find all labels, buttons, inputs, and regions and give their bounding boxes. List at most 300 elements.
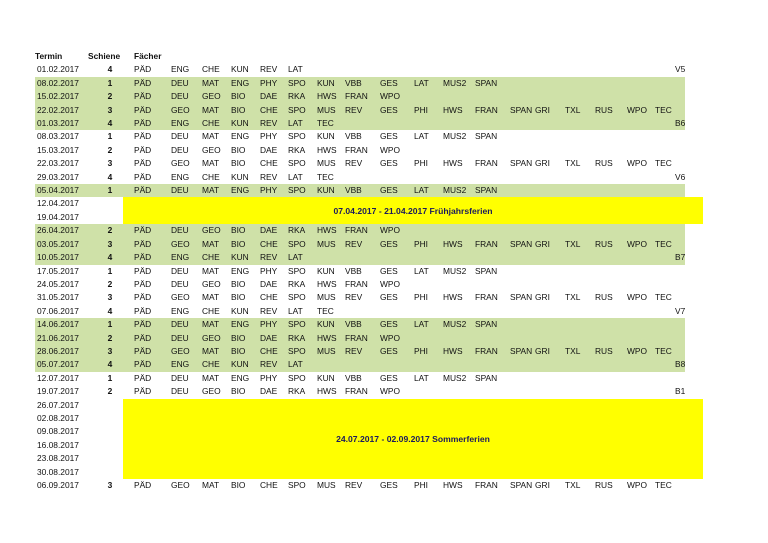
subject-cell: RKA: [288, 144, 306, 155]
subject-cell: MUS: [317, 158, 336, 169]
schedule-row: [35, 479, 685, 492]
subject-cell: WPO: [380, 386, 401, 397]
subject-cell: MUS: [317, 345, 336, 356]
subject-cell: BIO: [231, 144, 246, 155]
subject-cell: HWS: [317, 386, 337, 397]
subject-cell: HWS: [317, 144, 337, 155]
subject-cell: FRAN: [475, 158, 498, 169]
subject-cell: DEU: [171, 91, 189, 102]
schedule-row: [35, 104, 685, 117]
subject-cell: GEO: [202, 386, 221, 397]
subject-cell: GES: [380, 77, 398, 88]
subject-cell: KUN: [317, 131, 335, 142]
subject-cell: GRI: [535, 480, 550, 491]
subject-cell: GES: [380, 158, 398, 169]
subject-cell: CHE: [202, 359, 220, 370]
subject-cell: BIO: [231, 345, 246, 356]
subject-cell: TEC: [317, 171, 334, 182]
subject-cell: MAT: [202, 77, 220, 88]
subject-cell: KUN: [317, 265, 335, 276]
subject-cell: HWS: [317, 332, 337, 343]
subject-cell: REV: [345, 104, 363, 115]
subject-cell: REV: [345, 292, 363, 303]
holiday-banner: 07.04.2017 - 21.04.2017 Frühjahrsferien: [123, 197, 703, 224]
subject-cell: PÄD: [134, 386, 152, 397]
row-date: 08.02.2017: [37, 77, 79, 88]
subject-cell: GES: [380, 292, 398, 303]
schedule-row: [35, 278, 685, 291]
subject-cell: WPO: [380, 91, 401, 102]
subject-cell: GES: [380, 104, 398, 115]
subject-cell: ENG: [231, 131, 250, 142]
holiday-date: 02.08.2017: [37, 412, 79, 423]
subject-cell: GEO: [171, 480, 190, 491]
row-date: 26.04.2017: [37, 225, 79, 236]
subject-cell: RKA: [288, 278, 306, 289]
row-schiene: 2: [107, 278, 113, 289]
subject-cell: SPAN: [475, 372, 498, 383]
header-termin: Termin: [35, 51, 63, 61]
subject-cell: KUN: [231, 252, 249, 263]
subject-cell: BIO: [231, 292, 246, 303]
subject-cell: MAT: [202, 185, 220, 196]
subject-cell: SPO: [288, 185, 306, 196]
subject-cell: TEC: [655, 480, 672, 491]
subject-cell: PÄD: [134, 118, 152, 129]
subject-cell: MAT: [202, 292, 220, 303]
subject-cell: SPO: [288, 265, 306, 276]
subject-cell: WPO: [627, 104, 648, 115]
subject-cell: GEO: [171, 292, 190, 303]
schedule-row: [35, 224, 685, 237]
row-date: 03.05.2017: [37, 238, 79, 249]
row-schiene: 4: [107, 359, 113, 370]
subject-cell: LAT: [288, 118, 303, 129]
subject-cell: LAT: [288, 171, 303, 182]
subject-cell: MAT: [202, 319, 220, 330]
subject-cell: BIO: [231, 91, 246, 102]
subject-cell: DEU: [171, 278, 189, 289]
subject-cell: LAT: [288, 305, 303, 316]
subject-cell: PHI: [414, 345, 428, 356]
row-schiene: 4: [107, 118, 113, 129]
subject-cell: GRI: [535, 104, 550, 115]
subject-cell: PHY: [260, 319, 278, 330]
subject-cell: BIO: [231, 278, 246, 289]
row-date: 15.02.2017: [37, 91, 79, 102]
subject-cell: RUS: [595, 480, 613, 491]
subject-cell: ENG: [171, 64, 190, 75]
holiday-date: 09.08.2017: [37, 426, 79, 437]
subject-cell: GEO: [202, 332, 221, 343]
subject-cell: GES: [380, 265, 398, 276]
subject-cell: DAE: [260, 225, 278, 236]
subject-cell: CHE: [260, 238, 278, 249]
header-row: [35, 50, 685, 63]
schedule-row: [35, 318, 685, 331]
schedule-row: [35, 305, 685, 318]
subject-cell: TXL: [565, 292, 581, 303]
subject-cell: DEU: [171, 131, 189, 142]
subject-cell: PÄD: [134, 171, 152, 182]
row-side-label: B8: [675, 359, 686, 370]
subject-cell: GES: [380, 185, 398, 196]
header-schiene: Schiene: [88, 51, 121, 61]
holiday-date: 23.08.2017: [37, 453, 79, 464]
subject-cell: WPO: [627, 480, 648, 491]
subject-cell: TEC: [655, 238, 672, 249]
holiday-date: 12.04.2017: [37, 198, 79, 209]
subject-cell: RUS: [595, 345, 613, 356]
subject-cell: KUN: [231, 359, 249, 370]
subject-cell: MUS2: [443, 131, 467, 142]
subject-cell: HWS: [443, 104, 463, 115]
subject-cell: PÄD: [134, 104, 152, 115]
row-date: 14.06.2017: [37, 319, 79, 330]
row-schiene: 3: [107, 292, 113, 303]
subject-cell: LAT: [414, 131, 429, 142]
subject-cell: CHE: [260, 345, 278, 356]
subject-cell: LAT: [414, 77, 429, 88]
subject-cell: MAT: [202, 265, 220, 276]
schedule-row: [35, 345, 685, 358]
holiday-date: 19.04.2017: [37, 211, 79, 222]
row-date: 15.03.2017: [37, 144, 79, 155]
subject-cell: PÄD: [134, 225, 152, 236]
schedule-row: [35, 130, 685, 143]
subject-cell: REV: [345, 238, 363, 249]
subject-cell: SPAN: [510, 238, 533, 249]
subject-cell: TEC: [317, 305, 334, 316]
subject-cell: PHY: [260, 77, 278, 88]
subject-cell: MAT: [202, 238, 220, 249]
subject-cell: CHE: [260, 480, 278, 491]
subject-cell: PHY: [260, 265, 278, 276]
subject-cell: WPO: [380, 332, 401, 343]
schedule-row: [35, 157, 685, 170]
subject-cell: KUN: [317, 185, 335, 196]
subject-cell: CHE: [202, 64, 220, 75]
row-schiene: 3: [107, 158, 113, 169]
subject-cell: SPAN: [475, 77, 498, 88]
schedule-sheet: [35, 50, 685, 493]
subject-cell: TXL: [565, 238, 581, 249]
subject-cell: PÄD: [134, 64, 152, 75]
subject-cell: LAT: [288, 359, 303, 370]
row-date: 22.03.2017: [37, 158, 79, 169]
row-date: 31.05.2017: [37, 292, 79, 303]
holiday-block: [35, 399, 685, 480]
subject-cell: CHE: [260, 292, 278, 303]
subject-cell: FRAN: [475, 238, 498, 249]
subject-cell: MUS: [317, 480, 336, 491]
subject-cell: SPAN: [475, 131, 498, 142]
subject-cell: VBB: [345, 77, 362, 88]
holiday-block: [35, 197, 685, 224]
schedule-row: [35, 291, 685, 304]
subject-cell: BIO: [231, 225, 246, 236]
subject-cell: ENG: [171, 359, 190, 370]
subject-cell: GES: [380, 319, 398, 330]
subject-cell: ENG: [231, 372, 250, 383]
subject-cell: REV: [260, 171, 278, 182]
subject-cell: GEO: [202, 278, 221, 289]
subject-cell: HWS: [317, 91, 337, 102]
subject-cell: BIO: [231, 480, 246, 491]
row-date: 06.09.2017: [37, 480, 79, 491]
subject-cell: WPO: [627, 158, 648, 169]
subject-cell: PÄD: [134, 238, 152, 249]
subject-cell: FRAN: [475, 345, 498, 356]
row-date: 08.03.2017: [37, 131, 79, 142]
subject-cell: MUS2: [443, 372, 467, 383]
subject-cell: REV: [345, 158, 363, 169]
schedule-row: [35, 238, 685, 251]
subject-cell: CHE: [202, 252, 220, 263]
subject-cell: REV: [345, 480, 363, 491]
subject-cell: DAE: [260, 332, 278, 343]
subject-cell: ENG: [171, 305, 190, 316]
subject-cell: PÄD: [134, 319, 152, 330]
subject-cell: MUS2: [443, 319, 467, 330]
subject-cell: PHI: [414, 238, 428, 249]
subject-cell: PÄD: [134, 292, 152, 303]
subject-cell: KUN: [317, 77, 335, 88]
subject-cell: VBB: [345, 131, 362, 142]
subject-cell: FRAN: [345, 278, 368, 289]
subject-cell: GEO: [202, 225, 221, 236]
subject-cell: WPO: [627, 238, 648, 249]
row-schiene: 4: [107, 305, 113, 316]
schedule-row: [35, 372, 685, 385]
subject-cell: LAT: [414, 185, 429, 196]
subject-cell: DEU: [171, 185, 189, 196]
subject-cell: PHY: [260, 131, 278, 142]
schedule-row: [35, 117, 685, 130]
row-schiene: 2: [107, 332, 113, 343]
row-side-label: B1: [675, 386, 686, 397]
subject-cell: BIO: [231, 386, 246, 397]
subject-cell: PÄD: [134, 359, 152, 370]
subject-cell: TEC: [655, 292, 672, 303]
subject-cell: PHY: [260, 372, 278, 383]
subject-cell: LAT: [414, 319, 429, 330]
row-schiene: 1: [107, 131, 113, 142]
subject-cell: MUS: [317, 238, 336, 249]
row-schiene: 1: [107, 77, 113, 88]
subject-cell: FRAN: [345, 91, 368, 102]
subject-cell: HWS: [443, 480, 463, 491]
row-schiene: 4: [107, 171, 113, 182]
subject-cell: SPAN: [475, 185, 498, 196]
subject-cell: SPO: [288, 238, 306, 249]
subject-cell: SPAN: [510, 158, 533, 169]
subject-cell: PHY: [260, 185, 278, 196]
row-side-label: B7: [675, 252, 686, 263]
row-schiene: 2: [107, 225, 113, 236]
schedule-row: [35, 144, 685, 157]
row-schiene: 3: [107, 238, 113, 249]
subject-cell: GEO: [171, 158, 190, 169]
subject-cell: KUN: [317, 319, 335, 330]
subject-cell: RKA: [288, 386, 306, 397]
subject-cell: GES: [380, 131, 398, 142]
subject-cell: REV: [260, 359, 278, 370]
schedule-row: [35, 385, 685, 398]
subject-cell: REV: [260, 252, 278, 263]
subject-cell: PÄD: [134, 131, 152, 142]
subject-cell: SPAN: [510, 292, 533, 303]
subject-cell: MAT: [202, 131, 220, 142]
subject-cell: PÄD: [134, 345, 152, 356]
subject-cell: VBB: [345, 319, 362, 330]
subject-cell: HWS: [443, 238, 463, 249]
subject-cell: BIO: [231, 158, 246, 169]
subject-cell: PÄD: [134, 144, 152, 155]
row-side-label: V7: [675, 305, 686, 316]
subject-cell: FRAN: [475, 292, 498, 303]
subject-cell: RUS: [595, 238, 613, 249]
subject-cell: FRAN: [345, 144, 368, 155]
subject-cell: VBB: [345, 265, 362, 276]
subject-cell: HWS: [317, 225, 337, 236]
row-schiene: 2: [107, 386, 113, 397]
subject-cell: ENG: [171, 252, 190, 263]
header-faecher: Fächer: [134, 51, 162, 61]
subject-cell: RKA: [288, 332, 306, 343]
subject-cell: SPAN: [510, 480, 533, 491]
row-date: 12.07.2017: [37, 372, 79, 383]
row-date: 05.07.2017: [37, 359, 79, 370]
row-schiene: 3: [107, 480, 113, 491]
subject-cell: PHI: [414, 480, 428, 491]
subject-cell: LAT: [414, 265, 429, 276]
subject-cell: DAE: [260, 386, 278, 397]
subject-cell: PÄD: [134, 252, 152, 263]
subject-cell: FRAN: [345, 225, 368, 236]
row-side-label: B6: [675, 118, 686, 129]
schedule-row: [35, 171, 685, 184]
subject-cell: ENG: [231, 319, 250, 330]
subject-cell: CHE: [202, 118, 220, 129]
row-date: 01.02.2017: [37, 64, 79, 75]
subject-cell: WPO: [380, 144, 401, 155]
subject-cell: VBB: [345, 185, 362, 196]
row-date: 22.02.2017: [37, 104, 79, 115]
subject-cell: MAT: [202, 104, 220, 115]
subject-cell: CHE: [260, 158, 278, 169]
subject-cell: PÄD: [134, 77, 152, 88]
subject-cell: DEU: [171, 225, 189, 236]
row-schiene: 1: [107, 185, 113, 196]
subject-cell: SPAN: [510, 345, 533, 356]
subject-cell: MAT: [202, 158, 220, 169]
subject-cell: GRI: [535, 345, 550, 356]
subject-cell: PÄD: [134, 91, 152, 102]
subject-cell: CHE: [202, 305, 220, 316]
schedule-row: [35, 251, 685, 264]
row-schiene: 3: [107, 345, 113, 356]
subject-cell: KUN: [231, 64, 249, 75]
subject-cell: GEO: [202, 144, 221, 155]
row-schiene: 4: [107, 252, 113, 263]
subject-cell: HWS: [443, 158, 463, 169]
subject-cell: PÄD: [134, 185, 152, 196]
subject-cell: SPO: [288, 158, 306, 169]
subject-cell: WPO: [627, 292, 648, 303]
row-schiene: 2: [107, 144, 113, 155]
subject-cell: REV: [260, 118, 278, 129]
subject-cell: MAT: [202, 480, 220, 491]
subject-cell: TEC: [655, 158, 672, 169]
subject-cell: GES: [380, 238, 398, 249]
holiday-date: 26.07.2017: [37, 399, 79, 410]
schedule-body: [35, 63, 685, 492]
subject-cell: SPO: [288, 319, 306, 330]
subject-cell: FRAN: [345, 386, 368, 397]
subject-cell: MUS: [317, 104, 336, 115]
subject-cell: GEO: [171, 345, 190, 356]
row-schiene: 4: [107, 64, 113, 75]
subject-cell: TEC: [655, 104, 672, 115]
row-date: 28.06.2017: [37, 345, 79, 356]
subject-cell: TXL: [565, 104, 581, 115]
subject-cell: SPAN: [475, 319, 498, 330]
row-date: 24.05.2017: [37, 278, 79, 289]
subject-cell: HWS: [443, 345, 463, 356]
subject-cell: TXL: [565, 345, 581, 356]
row-date: 01.03.2017: [37, 118, 79, 129]
subject-cell: PÄD: [134, 480, 152, 491]
subject-cell: MUS2: [443, 265, 467, 276]
subject-cell: LAT: [288, 252, 303, 263]
subject-cell: VBB: [345, 372, 362, 383]
subject-cell: GES: [380, 480, 398, 491]
subject-cell: SPO: [288, 345, 306, 356]
schedule-row: [35, 90, 685, 103]
subject-cell: GES: [380, 372, 398, 383]
subject-cell: HWS: [443, 292, 463, 303]
subject-cell: DAE: [260, 144, 278, 155]
row-schiene: 1: [107, 319, 113, 330]
schedule-row: [35, 184, 685, 197]
subject-cell: GRI: [535, 158, 550, 169]
subject-cell: MUS2: [443, 185, 467, 196]
subject-cell: RUS: [595, 292, 613, 303]
schedule-row: [35, 265, 685, 278]
schedule-row: [35, 332, 685, 345]
row-schiene: 2: [107, 91, 113, 102]
subject-cell: PHI: [414, 104, 428, 115]
subject-cell: PÄD: [134, 278, 152, 289]
subject-cell: BIO: [231, 104, 246, 115]
row-schiene: 1: [107, 372, 113, 383]
subject-cell: REV: [345, 345, 363, 356]
subject-cell: LAT: [414, 372, 429, 383]
row-schiene: 3: [107, 104, 113, 115]
row-date: 05.04.2017: [37, 185, 79, 196]
subject-cell: PHI: [414, 158, 428, 169]
subject-cell: TEC: [655, 345, 672, 356]
subject-cell: PÄD: [134, 332, 152, 343]
subject-cell: RUS: [595, 158, 613, 169]
subject-cell: DEU: [171, 265, 189, 276]
holiday-date: 16.08.2017: [37, 439, 79, 450]
row-date: 07.06.2017: [37, 305, 79, 316]
subject-cell: HWS: [317, 278, 337, 289]
subject-cell: RKA: [288, 225, 306, 236]
subject-cell: MUS: [317, 292, 336, 303]
